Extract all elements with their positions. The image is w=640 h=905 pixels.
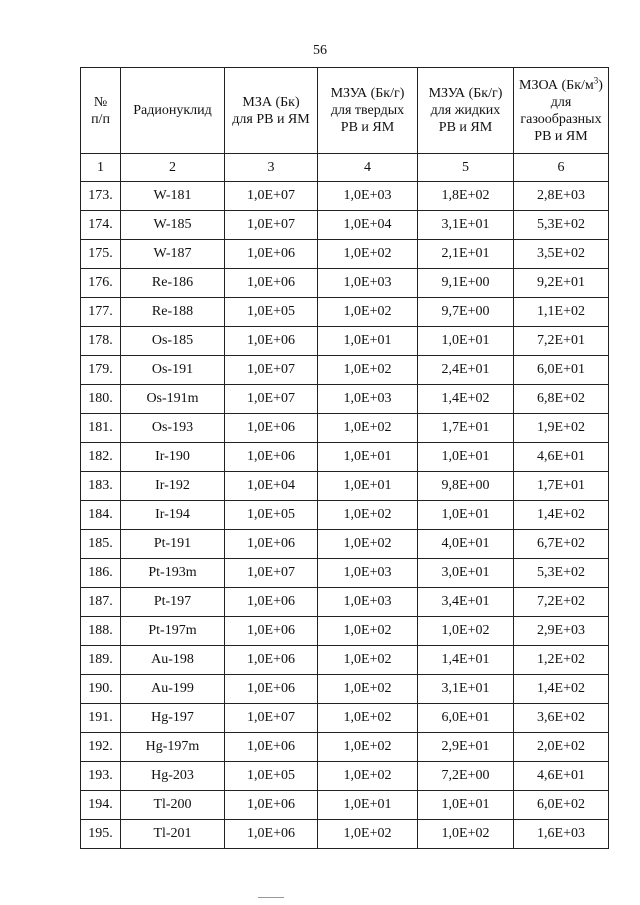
mzua-solid-cell: 1,0E+03	[318, 182, 418, 211]
mzua-solid-cell: 1,0E+02	[318, 298, 418, 327]
row-number-cell: 193.	[81, 762, 121, 791]
mzua-liquid-cell: 6,0E+01	[418, 704, 514, 733]
page-number: 56	[313, 43, 327, 58]
mzoa-gas-cell: 7,2E+02	[514, 588, 609, 617]
mzua-solid-cell: 1,0E+03	[318, 559, 418, 588]
mzua-solid-cell: 1,0E+02	[318, 530, 418, 559]
mza-cell: 1,0E+06	[225, 414, 318, 443]
mzua-solid-cell: 1,0E+03	[318, 385, 418, 414]
mzua-liquid-cell: 3,0E+01	[418, 559, 514, 588]
row-number-cell: 191.	[81, 704, 121, 733]
mzoa-gas-cell: 5,3E+02	[514, 559, 609, 588]
mza-cell: 1,0E+06	[225, 675, 318, 704]
table-row	[81, 820, 609, 849]
header-mzua-solid: МЗУА (Бк/г) для твердых РВ и ЯМ	[318, 68, 418, 154]
row-number-cell: 176.	[81, 269, 121, 298]
header-mza: МЗА (Бк) для РВ и ЯМ	[225, 68, 318, 154]
mzua-liquid-cell: 4,0E+01	[418, 530, 514, 559]
mzoa-gas-cell: 4,6E+01	[514, 443, 609, 472]
row-number-cell: 188.	[81, 617, 121, 646]
column-number: 3	[225, 154, 318, 182]
mzua-liquid-cell: 7,2E+00	[418, 762, 514, 791]
mzoa-gas-cell: 2,8E+03	[514, 182, 609, 211]
mzoa-gas-cell: 6,8E+02	[514, 385, 609, 414]
table-row	[81, 704, 609, 733]
mza-cell: 1,0E+06	[225, 240, 318, 269]
mza-cell: 1,0E+06	[225, 617, 318, 646]
mzua-liquid-cell: 9,1E+00	[418, 269, 514, 298]
table-row	[81, 530, 609, 559]
mza-cell: 1,0E+06	[225, 327, 318, 356]
table-row	[81, 791, 609, 820]
mzua-liquid-cell: 3,4E+01	[418, 588, 514, 617]
mzua-solid-cell: 1,0E+02	[318, 762, 418, 791]
row-number-cell: 187.	[81, 588, 121, 617]
mzoa-gas-cell: 3,5E+02	[514, 240, 609, 269]
nuclide-cell: Pt-191	[121, 530, 225, 559]
row-number-cell: 185.	[81, 530, 121, 559]
table-row	[81, 559, 609, 588]
mza-cell: 1,0E+07	[225, 356, 318, 385]
row-number-cell: 179.	[81, 356, 121, 385]
table-row	[81, 327, 609, 356]
row-number-cell: 182.	[81, 443, 121, 472]
mzoa-gas-cell: 2,9E+03	[514, 617, 609, 646]
row-number-cell: 195.	[81, 820, 121, 849]
row-number-cell: 178.	[81, 327, 121, 356]
column-number-row	[81, 154, 609, 182]
mza-cell: 1,0E+07	[225, 182, 318, 211]
mzua-solid-cell: 1,0E+02	[318, 820, 418, 849]
mzua-liquid-cell: 2,4E+01	[418, 356, 514, 385]
mzua-solid-cell: 1,0E+02	[318, 414, 418, 443]
mzoa-gas-cell: 1,4E+02	[514, 501, 609, 530]
mzua-solid-cell: 1,0E+01	[318, 791, 418, 820]
nuclide-cell: Au-199	[121, 675, 225, 704]
mzua-liquid-cell: 1,0E+01	[418, 327, 514, 356]
table-body	[81, 182, 609, 849]
column-number: 2	[121, 154, 225, 182]
mzua-liquid-cell: 9,7E+00	[418, 298, 514, 327]
table-row	[81, 443, 609, 472]
table-row	[81, 617, 609, 646]
mza-cell: 1,0E+06	[225, 530, 318, 559]
mzoa-gas-cell: 1,2E+02	[514, 646, 609, 675]
mzua-solid-cell: 1,0E+02	[318, 733, 418, 762]
row-number-cell: 180.	[81, 385, 121, 414]
mzua-liquid-cell: 2,1E+01	[418, 240, 514, 269]
nuclide-cell: Os-191	[121, 356, 225, 385]
mza-cell: 1,0E+06	[225, 588, 318, 617]
mzua-solid-cell: 1,0E+01	[318, 472, 418, 501]
nuclide-cell: Ir-190	[121, 443, 225, 472]
mzua-liquid-cell: 1,0E+01	[418, 443, 514, 472]
table-row	[81, 588, 609, 617]
mzoa-gas-cell: 6,0E+02	[514, 791, 609, 820]
mza-cell: 1,0E+06	[225, 443, 318, 472]
table-row	[81, 182, 609, 211]
mzoa-gas-cell: 2,0E+02	[514, 733, 609, 762]
mzoa-gas-cell: 6,0E+01	[514, 356, 609, 385]
header-nuclide: Радионуклид	[121, 68, 225, 154]
row-number-cell: 174.	[81, 211, 121, 240]
mza-cell: 1,0E+04	[225, 472, 318, 501]
column-number: 1	[81, 154, 121, 182]
radionuclide-table	[80, 67, 609, 849]
table-row	[81, 733, 609, 762]
mzoa-gas-cell: 1,4E+02	[514, 675, 609, 704]
mza-cell: 1,0E+05	[225, 501, 318, 530]
mzoa-gas-cell: 5,3E+02	[514, 211, 609, 240]
column-number: 4	[318, 154, 418, 182]
row-number-cell: 177.	[81, 298, 121, 327]
mzua-liquid-cell: 9,8E+00	[418, 472, 514, 501]
row-number-cell: 184.	[81, 501, 121, 530]
nuclide-cell: Tl-200	[121, 791, 225, 820]
nuclide-cell: Tl-201	[121, 820, 225, 849]
mza-cell: 1,0E+07	[225, 385, 318, 414]
nuclide-cell: Hg-203	[121, 762, 225, 791]
row-number-cell: 190.	[81, 675, 121, 704]
scan-mark	[258, 897, 284, 898]
mzoa-gas-cell: 6,7E+02	[514, 530, 609, 559]
table-header-row	[81, 68, 609, 154]
row-number-cell: 194.	[81, 791, 121, 820]
table-row	[81, 646, 609, 675]
header-num: № п/п	[81, 68, 121, 154]
table-row	[81, 240, 609, 269]
table-row	[81, 356, 609, 385]
nuclide-cell: Pt-197	[121, 588, 225, 617]
mza-cell: 1,0E+07	[225, 704, 318, 733]
mzua-solid-cell: 1,0E+01	[318, 327, 418, 356]
nuclide-cell: Hg-197m	[121, 733, 225, 762]
nuclide-cell: Os-185	[121, 327, 225, 356]
table-row	[81, 762, 609, 791]
nuclide-cell: Pt-193m	[121, 559, 225, 588]
mza-cell: 1,0E+06	[225, 646, 318, 675]
nuclide-cell: Ir-194	[121, 501, 225, 530]
row-number-cell: 183.	[81, 472, 121, 501]
table-row	[81, 675, 609, 704]
nuclide-cell: Ir-192	[121, 472, 225, 501]
table-row	[81, 414, 609, 443]
mzoa-gas-cell: 1,6E+03	[514, 820, 609, 849]
mzua-solid-cell: 1,0E+02	[318, 704, 418, 733]
column-number: 6	[514, 154, 609, 182]
mzua-liquid-cell: 1,0E+02	[418, 820, 514, 849]
mza-cell: 1,0E+06	[225, 733, 318, 762]
nuclide-cell: Os-193	[121, 414, 225, 443]
table-row	[81, 211, 609, 240]
mza-cell: 1,0E+07	[225, 559, 318, 588]
mzua-solid-cell: 1,0E+03	[318, 588, 418, 617]
nuclide-cell: Re-188	[121, 298, 225, 327]
mza-cell: 1,0E+06	[225, 820, 318, 849]
row-number-cell: 186.	[81, 559, 121, 588]
mzua-solid-cell: 1,0E+03	[318, 269, 418, 298]
mzua-liquid-cell: 1,7E+01	[418, 414, 514, 443]
table-row	[81, 269, 609, 298]
mzua-solid-cell: 1,0E+02	[318, 617, 418, 646]
nuclide-cell: W-185	[121, 211, 225, 240]
mzua-solid-cell: 1,0E+01	[318, 443, 418, 472]
mza-cell: 1,0E+05	[225, 762, 318, 791]
mzua-liquid-cell: 1,0E+01	[418, 501, 514, 530]
mzoa-gas-cell: 3,6E+02	[514, 704, 609, 733]
row-number-cell: 173.	[81, 182, 121, 211]
mzua-solid-cell: 1,0E+02	[318, 501, 418, 530]
mzua-liquid-cell: 3,1E+01	[418, 675, 514, 704]
mzua-liquid-cell: 1,0E+01	[418, 791, 514, 820]
nuclide-cell: Pt-197m	[121, 617, 225, 646]
row-number-cell: 175.	[81, 240, 121, 269]
mzoa-gas-cell: 4,6E+01	[514, 762, 609, 791]
row-number-cell: 181.	[81, 414, 121, 443]
nuclide-cell: Re-186	[121, 269, 225, 298]
mzua-liquid-cell: 1,4E+02	[418, 385, 514, 414]
mzoa-gas-cell: 1,1E+02	[514, 298, 609, 327]
row-number-cell: 192.	[81, 733, 121, 762]
mza-cell: 1,0E+05	[225, 298, 318, 327]
mzoa-gas-cell: 9,2E+01	[514, 269, 609, 298]
nuclide-cell: Au-198	[121, 646, 225, 675]
nuclide-cell: Os-191m	[121, 385, 225, 414]
table-row	[81, 298, 609, 327]
nuclide-cell: W-187	[121, 240, 225, 269]
mzoa-gas-cell: 7,2E+01	[514, 327, 609, 356]
mzua-liquid-cell: 2,9E+01	[418, 733, 514, 762]
nuclide-cell: Hg-197	[121, 704, 225, 733]
nuclide-cell: W-181	[121, 182, 225, 211]
header-mzua-liquid: МЗУА (Бк/г) для жидких РВ и ЯМ	[418, 68, 514, 154]
table-row	[81, 501, 609, 530]
mzua-liquid-cell: 1,4E+01	[418, 646, 514, 675]
header-mzoa-gas: МЗОА $(Бк/м^3)$ для газообразных РВ и ЯМ	[514, 68, 609, 154]
column-number: 5	[418, 154, 514, 182]
mzua-liquid-cell: 3,1E+01	[418, 211, 514, 240]
mzua-solid-cell: 1,0E+02	[318, 646, 418, 675]
mza-cell: 1,0E+07	[225, 211, 318, 240]
mzoa-gas-cell: 1,7E+01	[514, 472, 609, 501]
table-row	[81, 385, 609, 414]
mzoa-gas-cell: 1,9E+02	[514, 414, 609, 443]
table-row	[81, 472, 609, 501]
row-number-cell: 189.	[81, 646, 121, 675]
mzua-liquid-cell: 1,0E+02	[418, 617, 514, 646]
mzua-solid-cell: 1,0E+04	[318, 211, 418, 240]
mzua-solid-cell: 1,0E+02	[318, 356, 418, 385]
mza-cell: 1,0E+06	[225, 791, 318, 820]
mzua-solid-cell: 1,0E+02	[318, 675, 418, 704]
mza-cell: 1,0E+06	[225, 269, 318, 298]
mzua-liquid-cell: 1,8E+02	[418, 182, 514, 211]
mzua-solid-cell: 1,0E+02	[318, 240, 418, 269]
